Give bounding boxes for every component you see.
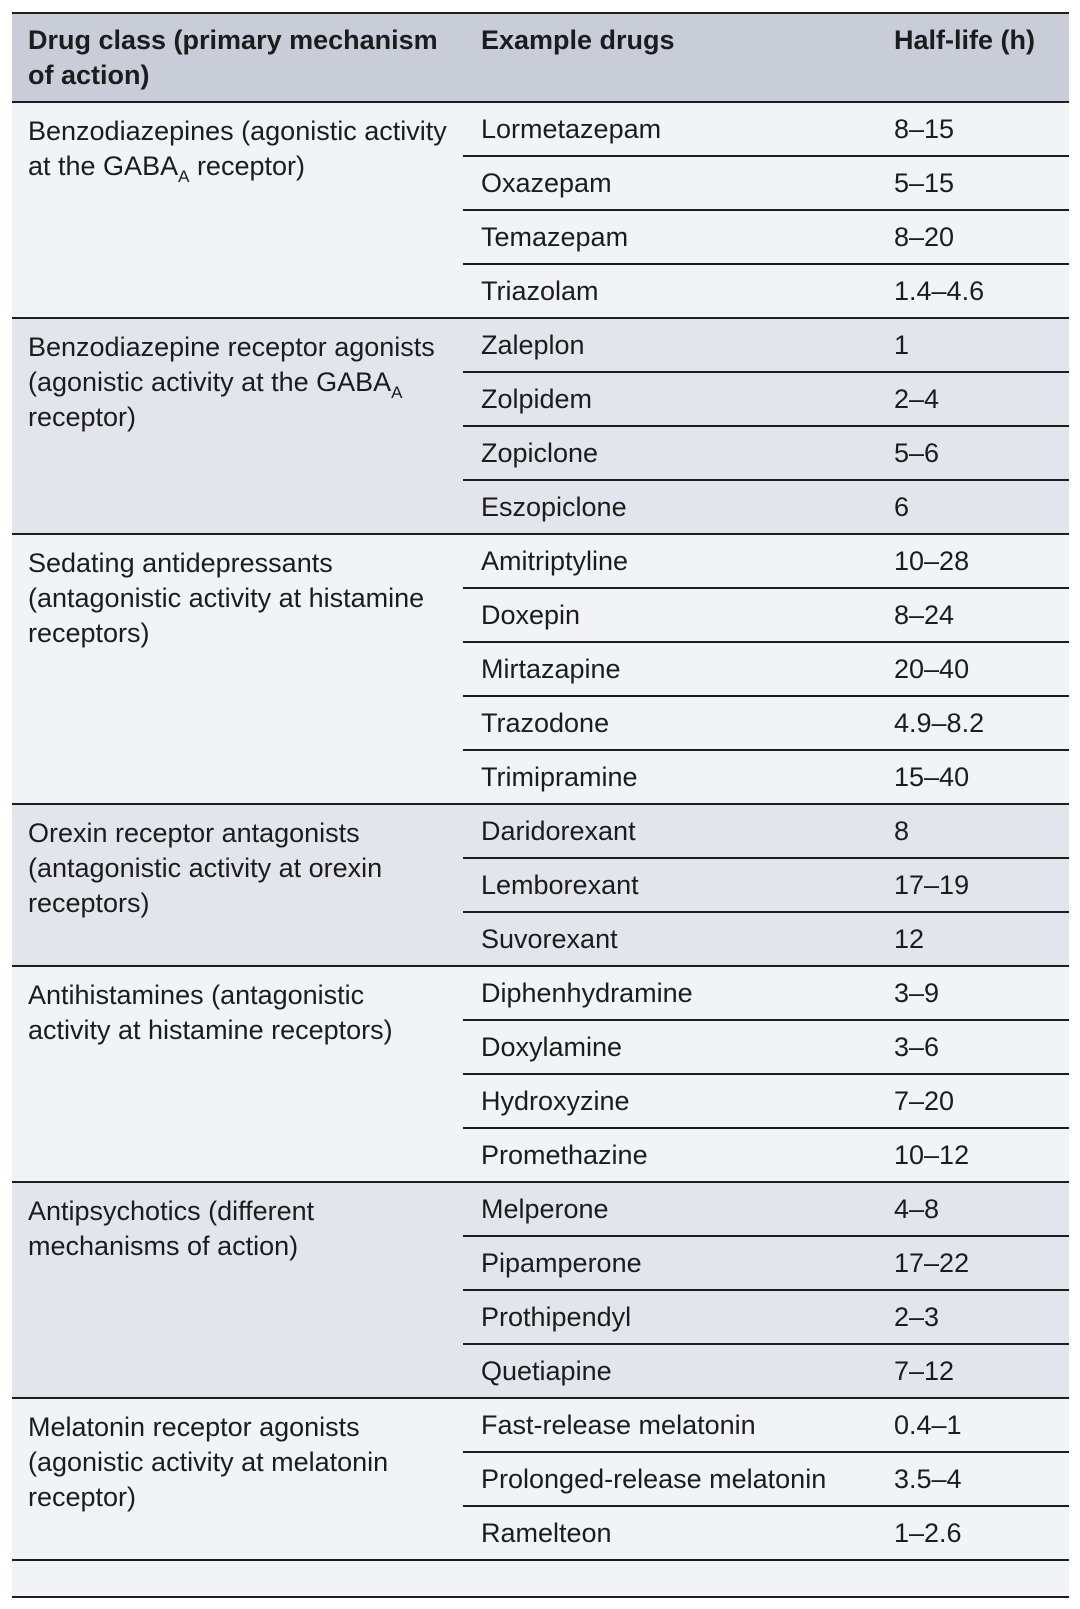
half-life-cell: 1–2.6 (876, 1506, 1069, 1560)
half-life-cell: 8–20 (876, 210, 1069, 264)
half-life-cell: 10–28 (876, 534, 1069, 588)
drug-name-cell: Zolpidem (463, 372, 876, 426)
half-life-cell: 5–6 (876, 426, 1069, 480)
table-row (12, 102, 1069, 156)
drug-name-cell: Prolonged-release melatonin (463, 1452, 876, 1506)
drug-class-group (12, 318, 1069, 534)
drug-name-cell: Promethazine (463, 1128, 876, 1182)
drug-class-group (12, 1398, 1069, 1560)
drug-class-cell (12, 318, 463, 534)
drug-table-frame (12, 12, 1069, 1598)
drug-name-cell: Lemborexant (463, 858, 876, 912)
half-life-cell: 1.4–4.6 (876, 264, 1069, 318)
half-life-cell: 8 (876, 804, 1069, 858)
half-life-cell: 20–40 (876, 642, 1069, 696)
half-life-cell: 2–3 (876, 1290, 1069, 1344)
drug-name-cell: Oxazepam (463, 156, 876, 210)
drug-class-cell (12, 1398, 463, 1560)
half-life-cell: 8–24 (876, 588, 1069, 642)
half-life-cell: 17–22 (876, 1236, 1069, 1290)
subscript-text: A (178, 167, 190, 186)
drug-class-text: Melatonin receptor agonists (agonistic activity at melatonin receptor) (28, 1412, 389, 1512)
half-life-cell: 15–40 (876, 750, 1069, 804)
drug-name-cell: Lormetazepam (463, 102, 876, 156)
half-life-cell: 2–4 (876, 372, 1069, 426)
table-row (12, 966, 1069, 1020)
drug-name-cell: Zopiclone (463, 426, 876, 480)
half-life-cell: 4.9–8.2 (876, 696, 1069, 750)
half-life-cell: 17–19 (876, 858, 1069, 912)
half-life-cell: 4–8 (876, 1182, 1069, 1236)
drug-class-text: receptor) (189, 151, 305, 181)
drug-name-cell: Doxepin (463, 588, 876, 642)
drug-name-cell: Fast-release melatonin (463, 1398, 876, 1452)
half-life-cell: 3–6 (876, 1020, 1069, 1074)
hypnotic-drugs-table (12, 14, 1069, 1561)
drug-class-text: Benzodiazepines (agonistic activity at the GABA (28, 116, 447, 181)
half-life-cell: 3–9 (876, 966, 1069, 1020)
drug-class-cell (12, 966, 463, 1182)
header-row (12, 14, 1069, 102)
half-life-cell: 0.4–1 (876, 1398, 1069, 1452)
drug-name-cell: Hydroxyzine (463, 1074, 876, 1128)
drug-class-group (12, 966, 1069, 1182)
drug-name-cell: Amitriptyline (463, 534, 876, 588)
drug-name-cell: Triazolam (463, 264, 876, 318)
table-row (12, 1398, 1069, 1452)
drug-name-cell: Eszopiclone (463, 480, 876, 534)
drug-class-cell (12, 1182, 463, 1398)
drug-class-group (12, 1182, 1069, 1398)
half-life-cell: 1 (876, 318, 1069, 372)
drug-name-cell: Prothipendyl (463, 1290, 876, 1344)
drug-name-cell: Trimipramine (463, 750, 876, 804)
drug-class-text: receptor) (28, 402, 137, 432)
drug-name-cell: Zaleplon (463, 318, 876, 372)
drug-class-cell (12, 804, 463, 966)
half-life-cell: 3.5–4 (876, 1452, 1069, 1506)
half-life-cell: 12 (876, 912, 1069, 966)
drug-class-text: Antihistamines (antagonistic activity at histamine receptors) (28, 980, 393, 1045)
drug-name-cell: Pipamperone (463, 1236, 876, 1290)
drug-class-text: Sedating antidepressants (antagonistic activity at histamine receptors) (28, 548, 425, 648)
table-row (12, 534, 1069, 588)
drug-class-text: Antipsychotics (different mechanisms of action) (28, 1196, 315, 1261)
header-drug-class: Drug class (primary mechanism of action) (12, 14, 463, 102)
drug-name-cell: Melperone (463, 1182, 876, 1236)
drug-class-group (12, 102, 1069, 318)
drug-name-cell: Suvorexant (463, 912, 876, 966)
header-half-life: Half-life (h) (876, 14, 1069, 102)
drug-name-cell: Diphenhydramine (463, 966, 876, 1020)
half-life-cell: 6 (876, 480, 1069, 534)
table-header (12, 14, 1069, 102)
drug-name-cell: Quetiapine (463, 1344, 876, 1398)
drug-name-cell: Mirtazapine (463, 642, 876, 696)
drug-class-cell (12, 534, 463, 804)
drug-name-cell: Daridorexant (463, 804, 876, 858)
drug-class-group (12, 804, 1069, 966)
half-life-cell: 7–20 (876, 1074, 1069, 1128)
drug-name-cell: Ramelteon (463, 1506, 876, 1560)
drug-class-cell (12, 102, 463, 318)
half-life-cell: 10–12 (876, 1128, 1069, 1182)
half-life-cell: 7–12 (876, 1344, 1069, 1398)
drug-name-cell: Trazodone (463, 696, 876, 750)
drug-class-text: Benzodiazepine receptor agonists (agonistic activity at the GABA (28, 332, 435, 397)
drug-name-cell: Doxylamine (463, 1020, 876, 1074)
drug-class-text: Orexin receptor antagonists (antagonistic activity at orexin receptors) (28, 818, 383, 918)
half-life-cell: 5–15 (876, 156, 1069, 210)
subscript-text: A (391, 383, 403, 402)
drug-name-cell: Temazepam (463, 210, 876, 264)
header-example-drugs: Example drugs (463, 14, 876, 102)
table-row (12, 318, 1069, 372)
half-life-cell: 8–15 (876, 102, 1069, 156)
table-row (12, 1182, 1069, 1236)
table-row (12, 804, 1069, 858)
drug-class-group (12, 534, 1069, 804)
